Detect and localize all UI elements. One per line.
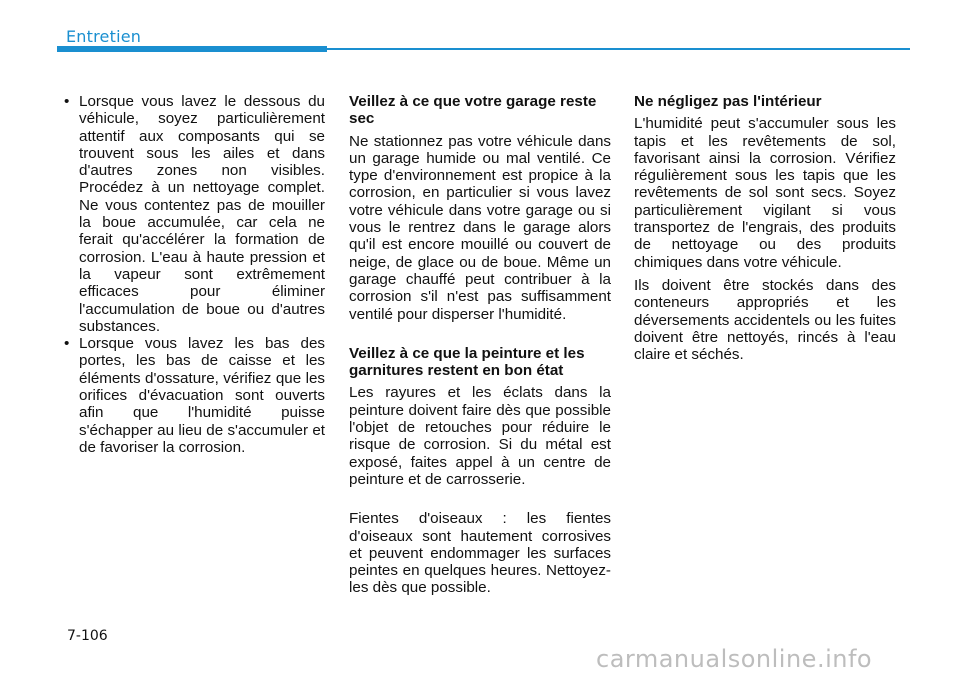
bullet-underbody: • Lorsque vous lavez le dessous du véhicule, soyez particulièrement attentif aux composants qui se trouvent sous les ailes et dans d'autres zones non visibles. Procédez à un nettoyage complet. Ne vous contentez pas de mouiller la boue accumulée, car cela ne ferait qu'accélérer la formation de corrosion. L'eau à haute pression et la vapeur sont extrêmement efficaces pour éliminer l'accumulation de boue ou d'autres substances. xyxy=(62,93,325,335)
garage-heading: Veillez à ce que votre garage reste sec xyxy=(349,93,597,128)
column-interior xyxy=(634,93,896,363)
bullet-door-bottoms: • Lorsque vous lavez les bas des portes, les bas de caisse et les éléments d'ossature, vérifiez que les orifices d'évacuation sont ouverts afin que l'humidité puisse s'échapper au lieu de s'accumuler et de favoriser la corrosion. xyxy=(62,335,325,456)
page-number: 7-106 xyxy=(67,628,108,644)
paint-paragraph: Les rayures et les éclats dans la peinture doivent faire dès que possible l'objet de retouches pour réduire le risque de corrosion. Si du métal est exposé, faites appel à un centre de peinture et de carrosserie. xyxy=(349,384,611,488)
paint-heading: Veillez à ce que la peinture et les garnitures restent en bon état xyxy=(349,344,585,380)
interior-heading: Ne négligez pas l'intérieur xyxy=(634,93,822,110)
bird-droppings-paragraph: Fientes d'oiseaux : les fientes d'oiseaux sont hautement corrosives et peuvent endommager les surfaces peintes en quelques heures. Nettoyez-les dès que possible. xyxy=(349,510,611,597)
interior-paragraph-1: L'humidité peut s'accumuler sous les tapis et les revêtements de sol, favorisant ainsi la corrosion. Vérifiez régulièrement sous les tapis que les revêtements de sol sont secs. Soyez particulièrement vigilant si vous transportez de l'engrais, des produits de nettoyage ou des produits chimiques dans votre véhicule. xyxy=(634,115,896,271)
watermark-link[interactable]: carmanualsonline.info xyxy=(596,645,873,673)
column-garage-paint xyxy=(349,93,611,597)
garage-paragraph: Ne stationnez pas votre véhicule dans un garage humide ou mal ventilé. Ce type d'environnement est propice à la corrosion, en particulier si vous lavez votre véhicule dans votre garage ou si vous le rentrez dans le garage alors qu'il est encore mouillé ou couvert de neige, de glace ou de boue. Même un garage chauffé peut contribuer à la corrosion s'il n'est pas suffisamment ventilé pour disperser l'humidité. xyxy=(349,132,611,323)
header-rule-thick xyxy=(57,46,327,52)
header-rule-thin xyxy=(327,48,910,50)
interior-paragraph-2: Ils doivent être stockés dans des conteneurs appropriés et les déversements accidentels ou les fuites doivent être nettoyés, rincés à l'eau claire et séchés. xyxy=(634,276,896,364)
section-title: Entretien xyxy=(66,27,142,46)
column-washing xyxy=(62,93,325,456)
